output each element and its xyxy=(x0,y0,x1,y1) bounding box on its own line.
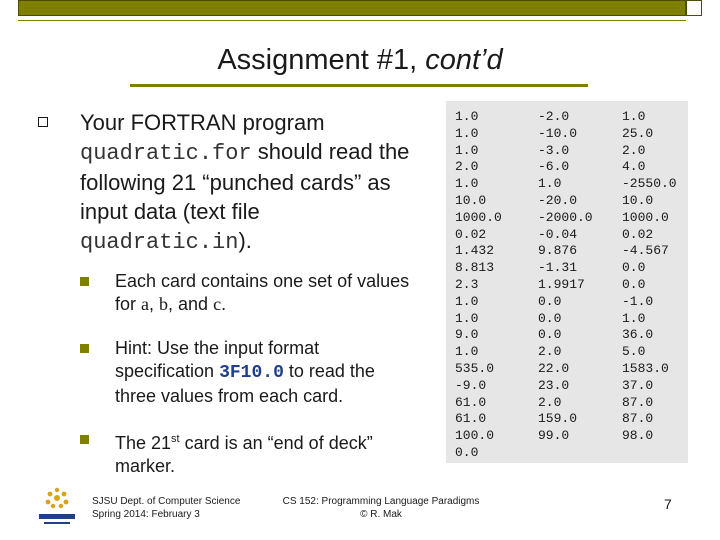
punched-cards-data-panel xyxy=(446,101,688,463)
card-value: 9.0 xyxy=(455,327,479,343)
card-value: 100.0 xyxy=(455,428,495,444)
card-value: 9.876 xyxy=(538,243,578,259)
card-value: 1.0 xyxy=(622,109,646,124)
card-value: -9.0 xyxy=(455,377,487,393)
main-bullet-text xyxy=(80,108,425,257)
card-value: 0.0 xyxy=(622,260,646,276)
sub-bullet-square-icon xyxy=(80,435,89,444)
card-value: -2000.0 xyxy=(538,209,593,225)
card-value: 0.0 xyxy=(538,327,562,343)
card-value: 98.0 xyxy=(622,428,654,444)
card-value: 99.0 xyxy=(538,428,570,444)
card-value: -2.0 xyxy=(538,109,570,124)
card-value: 1.0 xyxy=(622,310,646,326)
card-value: 8.813 xyxy=(455,260,495,276)
card-value: 22.0 xyxy=(538,360,570,376)
var-c: c xyxy=(213,294,222,314)
card-value: 2.3 xyxy=(455,276,479,292)
footer-date: Spring 2014: February 3 xyxy=(92,509,200,520)
var-b: b xyxy=(159,294,169,314)
sub-bullet-end-marker xyxy=(80,428,420,478)
card-value: -6.0 xyxy=(538,159,570,175)
title-underline xyxy=(130,84,588,87)
card-value: 37.0 xyxy=(622,377,654,393)
column-b-values xyxy=(538,109,593,445)
card-value: 61.0 xyxy=(455,411,487,427)
card-value: 36.0 xyxy=(622,327,654,343)
card-value: 1.0 xyxy=(455,125,479,141)
card-value: -20.0 xyxy=(538,192,578,208)
footer-left xyxy=(92,495,240,521)
sub3-text-1: The 21 xyxy=(115,433,172,453)
column-a-values xyxy=(455,109,502,462)
card-value: 1.9917 xyxy=(538,276,585,292)
card-value: 1.432 xyxy=(455,243,495,259)
sub3-text-2: card is an “end of deck” marker. xyxy=(115,433,373,476)
title-italic-text: cont’d xyxy=(425,44,503,76)
slide-title xyxy=(0,44,720,77)
card-value: 0.02 xyxy=(455,226,487,242)
card-value: 87.0 xyxy=(622,394,654,410)
page-number: 7 xyxy=(664,496,672,512)
top-right-corner-decor xyxy=(686,0,702,16)
card-value: 1.0 xyxy=(455,293,479,309)
card-value: -4.567 xyxy=(622,243,669,259)
card-value: 23.0 xyxy=(538,377,570,393)
card-value: 2.0 xyxy=(455,159,479,175)
top-decor-line xyxy=(18,20,686,21)
card-value: 0.0 xyxy=(455,444,479,460)
var-a: a xyxy=(141,294,150,314)
card-value: -0.04 xyxy=(538,226,578,242)
card-value: 1.0 xyxy=(455,344,479,360)
card-value: 2.0 xyxy=(622,142,646,158)
sub1-sep2: , and xyxy=(168,294,214,314)
card-value: 159.0 xyxy=(538,411,578,427)
card-value: 10.0 xyxy=(622,192,654,208)
sub1-text: Each card contains one set of values for xyxy=(115,271,410,314)
bullet-text-2: should read the following 21 “punched cards” as input data (text file xyxy=(80,139,410,224)
card-value: 0.0 xyxy=(622,276,646,292)
footer-department: SJSU Dept. of Computer Science xyxy=(92,496,241,507)
card-value: 5.0 xyxy=(622,344,646,360)
sub2-text-1: Hint: Use the input format specification xyxy=(115,338,320,381)
card-value: -2550.0 xyxy=(622,176,677,192)
footer-author: © R. Mak xyxy=(360,509,402,520)
footer-course: CS 152: Programming Language Paradigms xyxy=(282,496,480,507)
column-c-values xyxy=(622,109,677,445)
sub2-text-2: to read the three values from each card. xyxy=(115,361,375,406)
card-value: 61.0 xyxy=(455,394,487,410)
sub-bullet-hint xyxy=(80,337,420,408)
card-value: 1.0 xyxy=(455,109,479,124)
card-value: 4.0 xyxy=(622,159,646,175)
sjsu-logo-icon xyxy=(34,484,80,530)
card-value: -3.0 xyxy=(538,142,570,158)
sub3-superscript: st xyxy=(171,433,180,445)
card-value: 1000.0 xyxy=(622,209,669,225)
card-value: 1.0 xyxy=(455,176,479,192)
card-value: 87.0 xyxy=(622,411,654,427)
footer-center xyxy=(270,495,492,521)
card-value: 535.0 xyxy=(455,360,495,376)
top-decor-bar xyxy=(18,0,686,16)
sub-bullet-1-text xyxy=(115,270,420,316)
bullet-text-3: ). xyxy=(238,228,252,253)
card-value: 0.02 xyxy=(622,226,654,242)
sub-bullet-square-icon xyxy=(80,277,89,286)
card-value: 2.0 xyxy=(538,394,562,410)
title-text: Assignment #1, xyxy=(217,44,426,76)
bullet-square-icon xyxy=(38,117,48,127)
format-code: 3F10.0 xyxy=(219,363,284,383)
card-value: 1000.0 xyxy=(455,209,502,225)
card-value: -1.0 xyxy=(622,293,654,309)
card-value: 1.0 xyxy=(538,176,562,192)
code-filename-for: quadratic.for xyxy=(80,141,252,166)
card-value: 1583.0 xyxy=(622,360,669,376)
sub1-sep1: , xyxy=(149,294,160,314)
card-value: -1.31 xyxy=(538,260,578,276)
sub1-end: . xyxy=(221,294,227,314)
card-value: 0.0 xyxy=(538,310,562,326)
card-value: 2.0 xyxy=(538,344,562,360)
card-value: 0.0 xyxy=(538,293,562,309)
sub-bullet-values xyxy=(80,270,420,316)
card-value: 1.0 xyxy=(455,142,479,158)
bullet-text-1: Your FORTRAN program xyxy=(80,110,325,135)
card-value: 10.0 xyxy=(455,192,487,208)
sub-bullet-2-text xyxy=(115,337,420,408)
card-value: 1.0 xyxy=(455,310,479,326)
sub-bullet-3-text xyxy=(115,428,420,478)
card-value: -10.0 xyxy=(538,125,578,141)
sub-bullet-square-icon xyxy=(80,344,89,353)
code-filename-in: quadratic.in xyxy=(80,230,239,255)
card-value: 25.0 xyxy=(622,125,654,141)
